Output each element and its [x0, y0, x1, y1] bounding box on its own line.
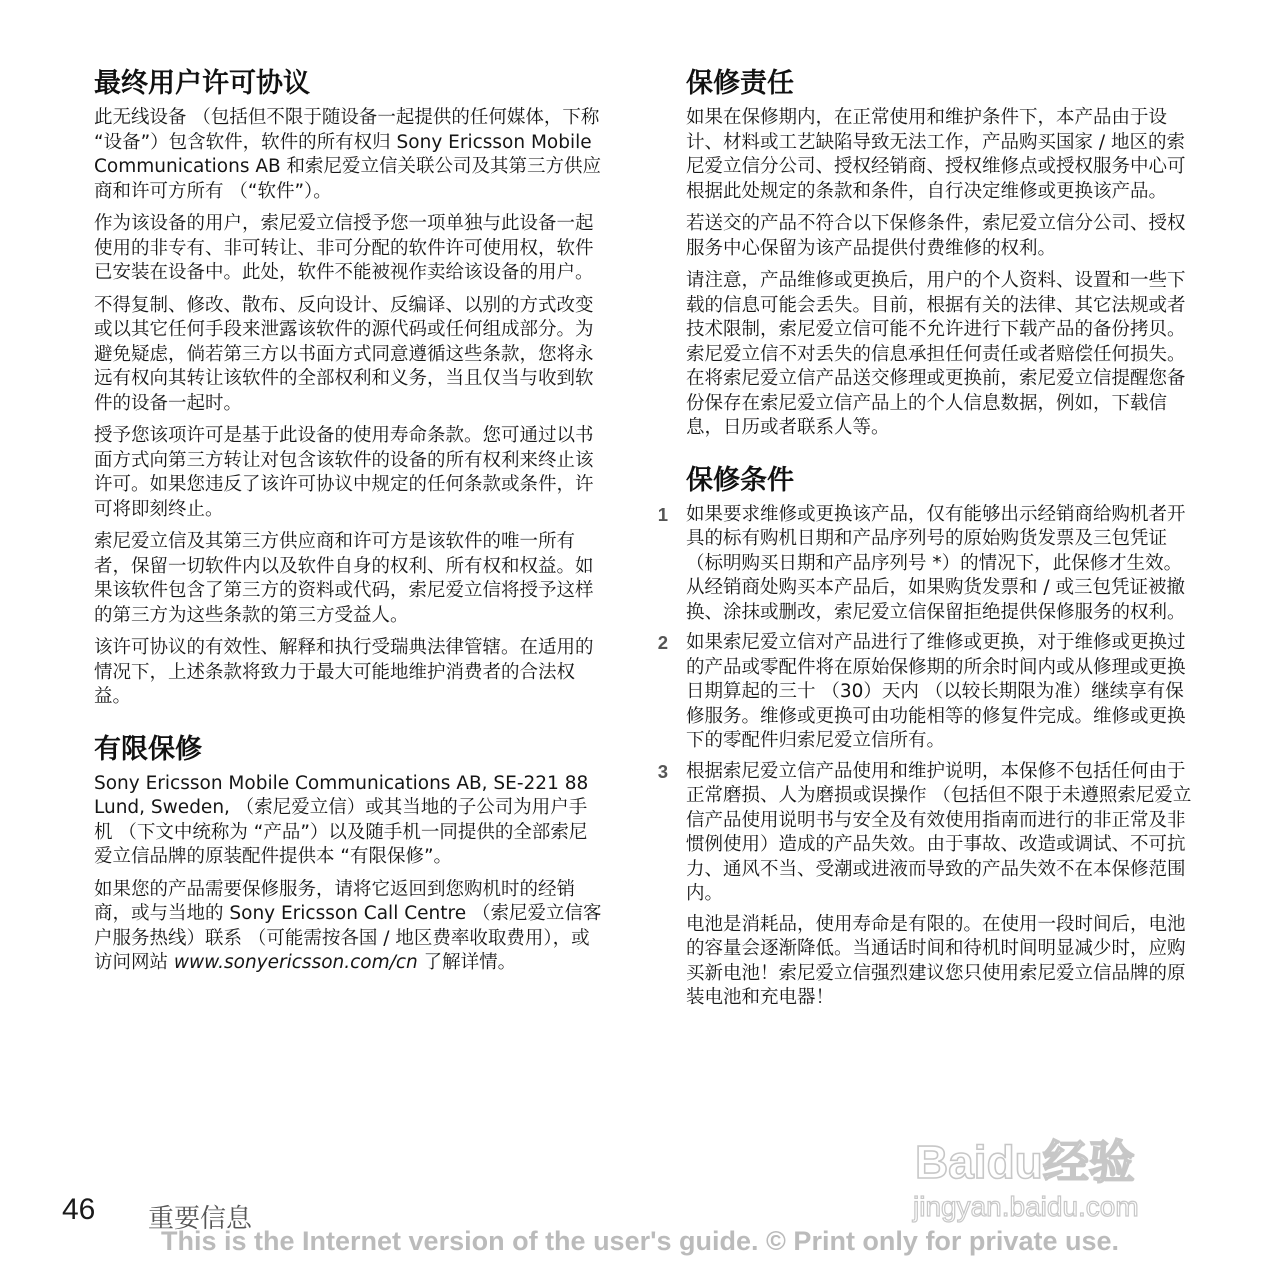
left-column: [94, 66, 604, 998]
warranty-responsibility-section: [686, 66, 1198, 441]
eula-section: [94, 66, 604, 710]
baidu-jingyan-watermark: [905, 1120, 1205, 1230]
eula-paragraph: 索尼爱立信及其第三方供应商和许可方是该软件的唯一所有者，保留一切软件内以及软件自身的权利、所有权和权益。如果该软件包含了第三方的资料或代码，索尼爱立信将授予这样的第三方为这些条款的第三方受益人。: [94, 531, 594, 626]
condition-text: 根据索尼爱立信产品使用和维护说明，本保修不包括任何由于正常磨损、人为磨损或误操作 （包括但不限于未遵照索尼爱立信产品使用说明书与安全及有效使用指南而进行的非正常及非惯例使用）造成的产品失效。由于事故、改造或调试、不可抗力、通风不当、受潮或进液而导致的产品失效不在本保修范围内。: [686, 760, 1192, 904]
condition-number: 1: [657, 503, 668, 525]
condition-text: 如果索尼爱立信对产品进行了维修或更换，对于维修或更换过的产品或零配件将在原始保修期的所余时间内或从修理或更换日期算起的三十 （30）天内 （以较长期限为准）继续享有保修服务。维修或更换可由功能相等的修复件完成。维修或更换下的零配件归索尼爱立信所有。: [686, 632, 1186, 751]
condition-number: 2: [657, 632, 668, 653]
limited-warranty-heading: 有限保修: [94, 733, 202, 765]
condition-item: [657, 631, 1198, 754]
watermark-url-text: jingyan.baidu.com: [913, 1191, 1139, 1222]
eula-paragraph: 此无线设备 （包括但不限于随设备一起提供的任何媒体，下称 “设备”）包含软件，软件的所有权归 Sony Ericsson Mobile Communications AB 和索尼爱立信关联公司及其第三方供应商和许可方所有 （“软件”）。: [94, 107, 602, 202]
service-text-suffix: 了解详情。: [417, 952, 517, 973]
eula-heading: 最终用户许可协议: [94, 68, 310, 99]
responsibility-paragraph: 若送交的产品不符合以下保修条件，索尼爱立信分公司、授权服务中心保留为该产品提供付费维修的权利。: [686, 213, 1186, 259]
battery-note: 电池是消耗品，使用寿命是有限的。在使用一段时间后，电池的容量会逐渐降低。当通话时间和待机时间明显减少时，应购买新电池！索尼爱立信强烈建议您只使用索尼爱立信品牌的原装电池和充电器！: [686, 913, 1186, 1008]
watermark-logo-text: Baidu经验: [915, 1136, 1135, 1188]
warranty-responsibility-heading: 保修责任: [686, 68, 794, 99]
internet-version-notice: This is the Internet version of the user's guide. © Print only for private use.: [161, 1226, 1119, 1256]
service-text: 如果您的产品需要保修服务，请将它返回到您购机时的经销商，或与当地的 Sony Ericsson Call Centre （索尼爱立信客户服务热线）联系 （可能需按各国 / 地区费率收取费用），或访问网站: [94, 878, 602, 973]
conditions-list: [657, 503, 1198, 907]
responsibility-paragraph: 请注意，产品维修或更换后，用户的个人资料、设置和一些下载的信息可能会丢失。目前，根据有关的法律、其它法规或者技术限制，索尼爱立信可能不允许进行下载产品的备份拷贝。索尼爱立信不对丢失的信息承担任何责任或者赔偿任何损失。在将索尼爱立信产品送交修理或更换前，索尼爱立信提醒您备份保存在索尼爱立信产品上的个人信息数据，例如，下载信息，日历或者联系人等。: [686, 270, 1186, 438]
page-number: 46: [62, 1193, 96, 1226]
right-column: [657, 66, 1198, 1033]
eula-paragraph: 该许可协议的有效性、解释和执行受瑞典法律管辖。在适用的情况下，上述条款将致力于最大可能地维护消费者的合法权益。: [94, 637, 594, 707]
eula-paragraph: 不得复制、修改、散布、反向设计、反编译、以别的方式改变或以其它任何手段来泄露该软件的源代码或任何组成部分。为避免疑虑，倘若第三方以书面方式同意遵循这些条款，您将永远有权向其转让该软件的全部权利和义务，当且仅当与收到软件的设备一起时。: [94, 294, 594, 414]
warranty-conditions-section: [657, 463, 1198, 1011]
condition-item: [657, 760, 1198, 907]
condition-item: [657, 503, 1198, 626]
eula-paragraph: 授予您该项许可是基于此设备的使用寿命条款。您可通过以书面方式向第三方转让对包含该软件的设备的所有权利来终止该许可。如果您违反了该许可协议中规定的任何条款或条件，许可将即刻终止。: [94, 425, 594, 520]
footer-section-name: 重要信息: [148, 1204, 253, 1234]
limited-warranty-section: [94, 732, 604, 976]
responsibility-paragraph: 如果在保修期内，在正常使用和维护条件下，本产品由于设计、材料或工艺缺陷导致无法工作，产品购买国家 / 地区的索尼爱立信分公司、授权经销商、授权维修点或授权服务中心可根据此处规定的条款和条件，自行决定维修或更换该产品。: [686, 107, 1186, 202]
eula-paragraph: 作为该设备的用户，索尼爱立信授予您一项单独与此设备一起使用的非专有、非可转让、非可分配的软件许可使用权，软件已安装在设备中。此处，软件不能被视作卖给该设备的用户。: [94, 213, 594, 283]
warranty-conditions-heading: 保修条件: [686, 464, 794, 496]
service-paragraph: [94, 878, 604, 976]
condition-text: 如果要求维修或更换该产品，仅有能够出示经销商给购机者开具的标有购机日期和产品序列号的原始购货发票及三包凭证 （标明购买日期和产品序列号 *）的情况下，此保修才生效。从经销商处购买本产品后，如果购货发票和 / 或三包凭证被撤换、涂抹或删改，索尼爱立信保留拒绝提供保修服务的权利。: [686, 503, 1186, 623]
website-link[interactable]: www.sonyericsson.com/cn: [173, 952, 418, 973]
limited-warranty-paragraph: Sony Ericsson Mobile Communications AB, SE-221 88 Lund, Sweden, （索尼爱立信）或其当地的子公司为用户手机 （下文中统称为 “产品”）以及随手机一同提供的全部索尼爱立信品牌的原装配件提供本 “有限保修”。: [94, 772, 589, 867]
condition-number: 3: [657, 760, 668, 782]
